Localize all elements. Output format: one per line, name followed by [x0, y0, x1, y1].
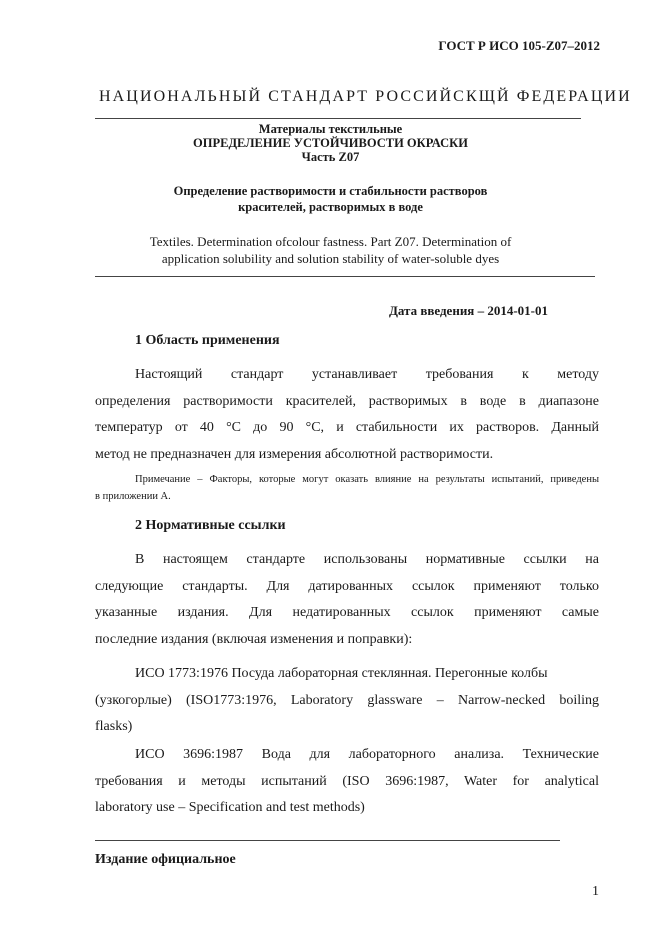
paragraph-line: следующие стандарты. Для датированных ссылок применяют только	[95, 578, 599, 594]
section-1-note	[95, 471, 599, 505]
footer-rule	[95, 840, 560, 841]
paragraph-line: В настоящем стандарте использованы нормативные ссылки на	[135, 552, 599, 567]
paragraph-line: последние издания (включая изменения и поправки):	[95, 631, 413, 647]
paragraph-line: ИСО 3696:1987 Вода для лабораторного анализа. Технические	[135, 747, 599, 762]
title-line-part: Часть Z07	[301, 150, 360, 164]
subtitle-line-2: красителей, растворимых в воде	[238, 200, 423, 214]
paragraph-line: определения растворимости красителей, растворимых в воде в диапазоне	[95, 393, 599, 409]
introduction-date: Дата введения – 2014-01-01	[388, 303, 548, 318]
section-2-heading: 2 Нормативные ссылки	[135, 518, 286, 533]
paragraph-line: (узкогорлые) (ISO1773:1976, Laboratory glassware – Narrow-necked boiling	[95, 692, 599, 708]
section-1-heading: 1 Область применения	[135, 333, 280, 348]
paragraph-line: laboratory use – Specification and test methods)	[95, 800, 365, 815]
english-title-line-1: Textiles. Determination ofcolour fastness. Part Z07. Determination of	[149, 234, 512, 249]
paragraph-line: flasks)	[95, 719, 133, 734]
paragraph-line: Настоящий стандарт устанавливает требования к методу	[135, 367, 599, 382]
section-1-paragraph	[95, 362, 599, 468]
english-title-line-2: application solubility and solution stability of water-soluble dyes	[161, 251, 500, 266]
header-rule	[95, 118, 581, 119]
paragraph-line: указанные издания. Для недатированных ссылок применяют самые	[95, 605, 599, 620]
section-2-paragraph	[95, 547, 599, 653]
english-title-block	[0, 233, 661, 267]
note-line: Примечание – Факторы, которые могут оказать влияние на результаты испытаний, приведены	[135, 474, 599, 485]
document-code: ГОСТ Р ИСО 105-Z07–2012	[438, 38, 600, 53]
national-standard-heading: НАЦИОНАЛЬНЫЙ СТАНДАРТ РОССИЙСКЩЙ ФЕДЕРАЦИИ	[99, 88, 632, 105]
note-line: в приложении А.	[95, 491, 171, 502]
subtitle-line-1: Определение растворимости и стабильности растворов	[173, 184, 488, 198]
normative-reference-iso-1773	[95, 661, 599, 741]
paragraph-line: метод не предназначен для измерения абсолютной растворимости.	[95, 446, 494, 462]
subtitle-block	[0, 183, 661, 215]
title-rule	[95, 276, 595, 277]
title-line-main: ОПРЕДЕЛЕНИЕ УСТОЙЧИВОСТИ ОКРАСКИ	[193, 136, 468, 150]
normative-reference-iso-3696	[95, 742, 599, 822]
page-number: 1	[592, 884, 599, 899]
official-edition-label: Издание официальное	[95, 852, 236, 867]
paragraph-line: ИСО 1773:1976 Посуда лабораторная стеклянная. Перегонные колбы	[135, 666, 548, 681]
paragraph-line: температур от 40 °С до 90 °С, и стабильности их растворов. Данный	[95, 420, 599, 435]
title-block	[0, 122, 661, 164]
paragraph-line: требования и методы испытаний (ISO 3696:1987, Water for analytical	[95, 773, 599, 789]
title-line-materials: Материалы текстильные	[258, 122, 403, 136]
